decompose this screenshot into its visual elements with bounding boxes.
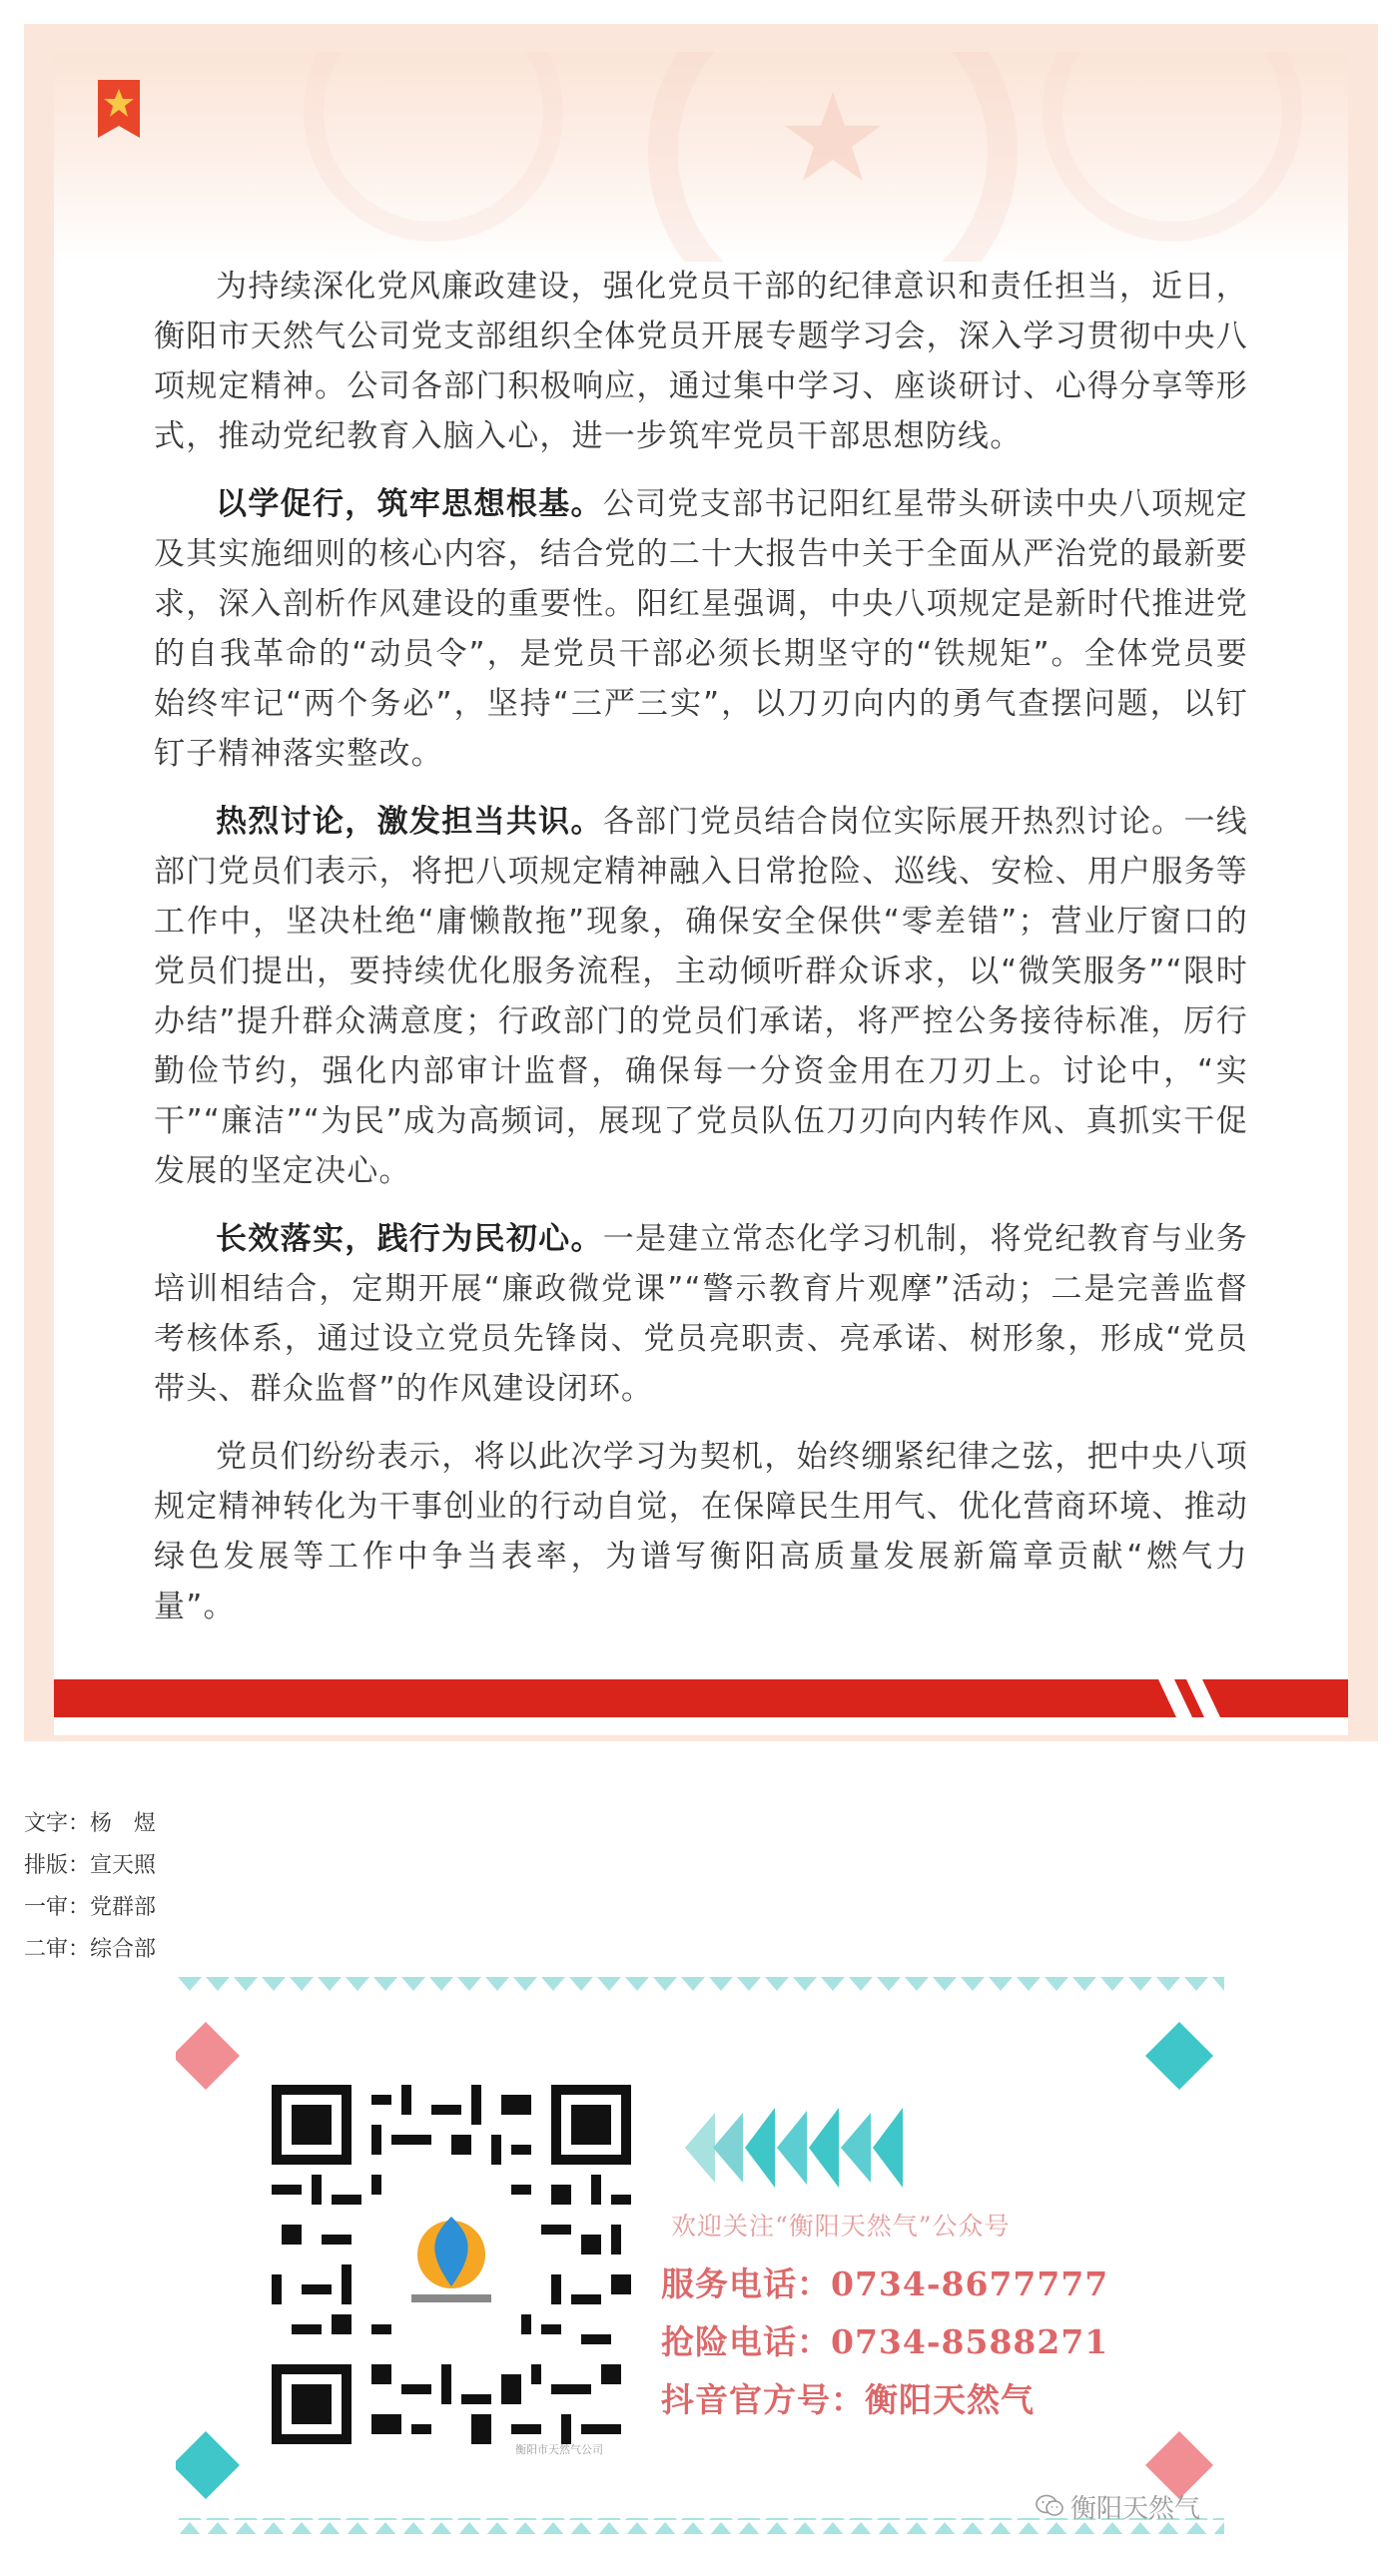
qr-caption: 衡阳市天然气公司 xyxy=(515,2443,603,2456)
footer-red-bar xyxy=(54,1679,1348,1717)
header-decoration xyxy=(54,52,1348,262)
follow-prompt: 欢迎关注“衡阳天然气”公众号 xyxy=(671,2212,1011,2241)
follow-banner xyxy=(176,1977,1224,2536)
article-paragraph: 党员们纷纷表示，将以此次学习为契机，始终绷紧纪律之弦，把中央八项规定精神转化为干事创业的行动自觉，在保障民生用气、优化营商环境、推动绿色发展等工作中争当表率，为谱写衡阳高质量发展新篇章贡献“燃气力量”。 xyxy=(154,1439,1248,1624)
service-phone[interactable]: 服务电话：0734-8677777 xyxy=(661,2264,1109,2303)
article-paragraph: 热烈讨论，激发担当共识。各部门党员结合岗位实际展开热烈讨论。一线部门党员们表示，将把八项规定精神融入日常抢险、巡线、安检、用户服务等工作中，坚决杜绝“庸懒散拖”现象，确保安全保供“零差错”；营业厅窗口的党员们提出，要持续优化服务流程，主动倾听群众诉求，以“微笑服务”“限时办结”提升群众满意度；行政部门的党员们承诺，将严控公务接待标准，厉行勤俭节约，强化内部审计监督，确保每一分资金用在刀刃上。讨论中，“实干”“廉洁”“为民”成为高频词，展现了党员队伍刀刃向内转作风、真抓实干促发展的坚定决心。 xyxy=(154,804,1248,1189)
article-card-inner xyxy=(54,52,1348,1735)
credit-first-review: 一审：党群部 xyxy=(24,1895,157,1920)
paragraph-lead: 热烈讨论，激发担当共识。 xyxy=(216,804,603,840)
article-card xyxy=(24,24,1378,1741)
article-paragraph: 以学促行，筑牢思想根基。公司党支部书记阳红星带头研读中央八项规定及其实施细则的核心内容，结合党的二十大报告中关于全面从严治党的最新要求，深入剖析作风建设的重要性。阳红星强调，中央八项规定是新时代推进党的自我革命的“动员令”，是党员干部必须长期坚守的“铁规矩”。全体党员要始终牢记“两个务必”，坚持“三严三实”，以刀刃向内的勇气查摆问题，以钉钉子精神落实整改。 xyxy=(154,486,1248,772)
douyin-account: 抖音官方号：衡阳天然气 xyxy=(661,2380,1035,2419)
paragraph-lead: 长效落实，践行为民初心。 xyxy=(216,1221,603,1257)
credit-writer: 文字：杨 煜 xyxy=(24,1811,157,1836)
article-body xyxy=(154,262,1248,1649)
article-paragraph: 长效落实，践行为民初心。一是建立常态化学习机制，将党纪教育与业务培训相结合，定期开展“廉政微党课”“警示教育片观摩”活动；二是完善监督考核体系，通过设立党员先锋岗、党员亮职责、亮承诺、树形象，形成“党员带头、群众监督”的作风建设闭环。 xyxy=(154,1221,1248,1407)
star-ribbon-icon xyxy=(98,80,140,138)
qr-code[interactable] xyxy=(272,2085,631,2444)
credit-layout: 排版：宣天照 xyxy=(24,1853,157,1878)
arrow-decoration xyxy=(685,2103,915,2193)
credits xyxy=(24,1803,156,1971)
paragraph-lead: 以学促行，筑牢思想根基。 xyxy=(216,486,603,522)
emergency-phone[interactable]: 抢险电话：0734-8588271 xyxy=(661,2322,1109,2361)
watermark: 衡阳天然气 xyxy=(1035,2488,1200,2526)
credit-second-review: 二审：综合部 xyxy=(24,1937,157,1962)
article-paragraph: 为持续深化党风廉政建设，强化党员干部的纪律意识和责任担当，近日，衡阳市天然气公司党支部组织全体党员开展专题学习会，深入学习贯彻中央八项规定精神。公司各部门积极响应，通过集中学习、座谈研讨、心得分享等形式，推动党纪教育入脑入心，进一步筑牢党员干部思想防线。 xyxy=(154,269,1248,454)
stripe-decoration xyxy=(1148,1679,1238,1717)
wechat-icon xyxy=(1035,2493,1064,2526)
